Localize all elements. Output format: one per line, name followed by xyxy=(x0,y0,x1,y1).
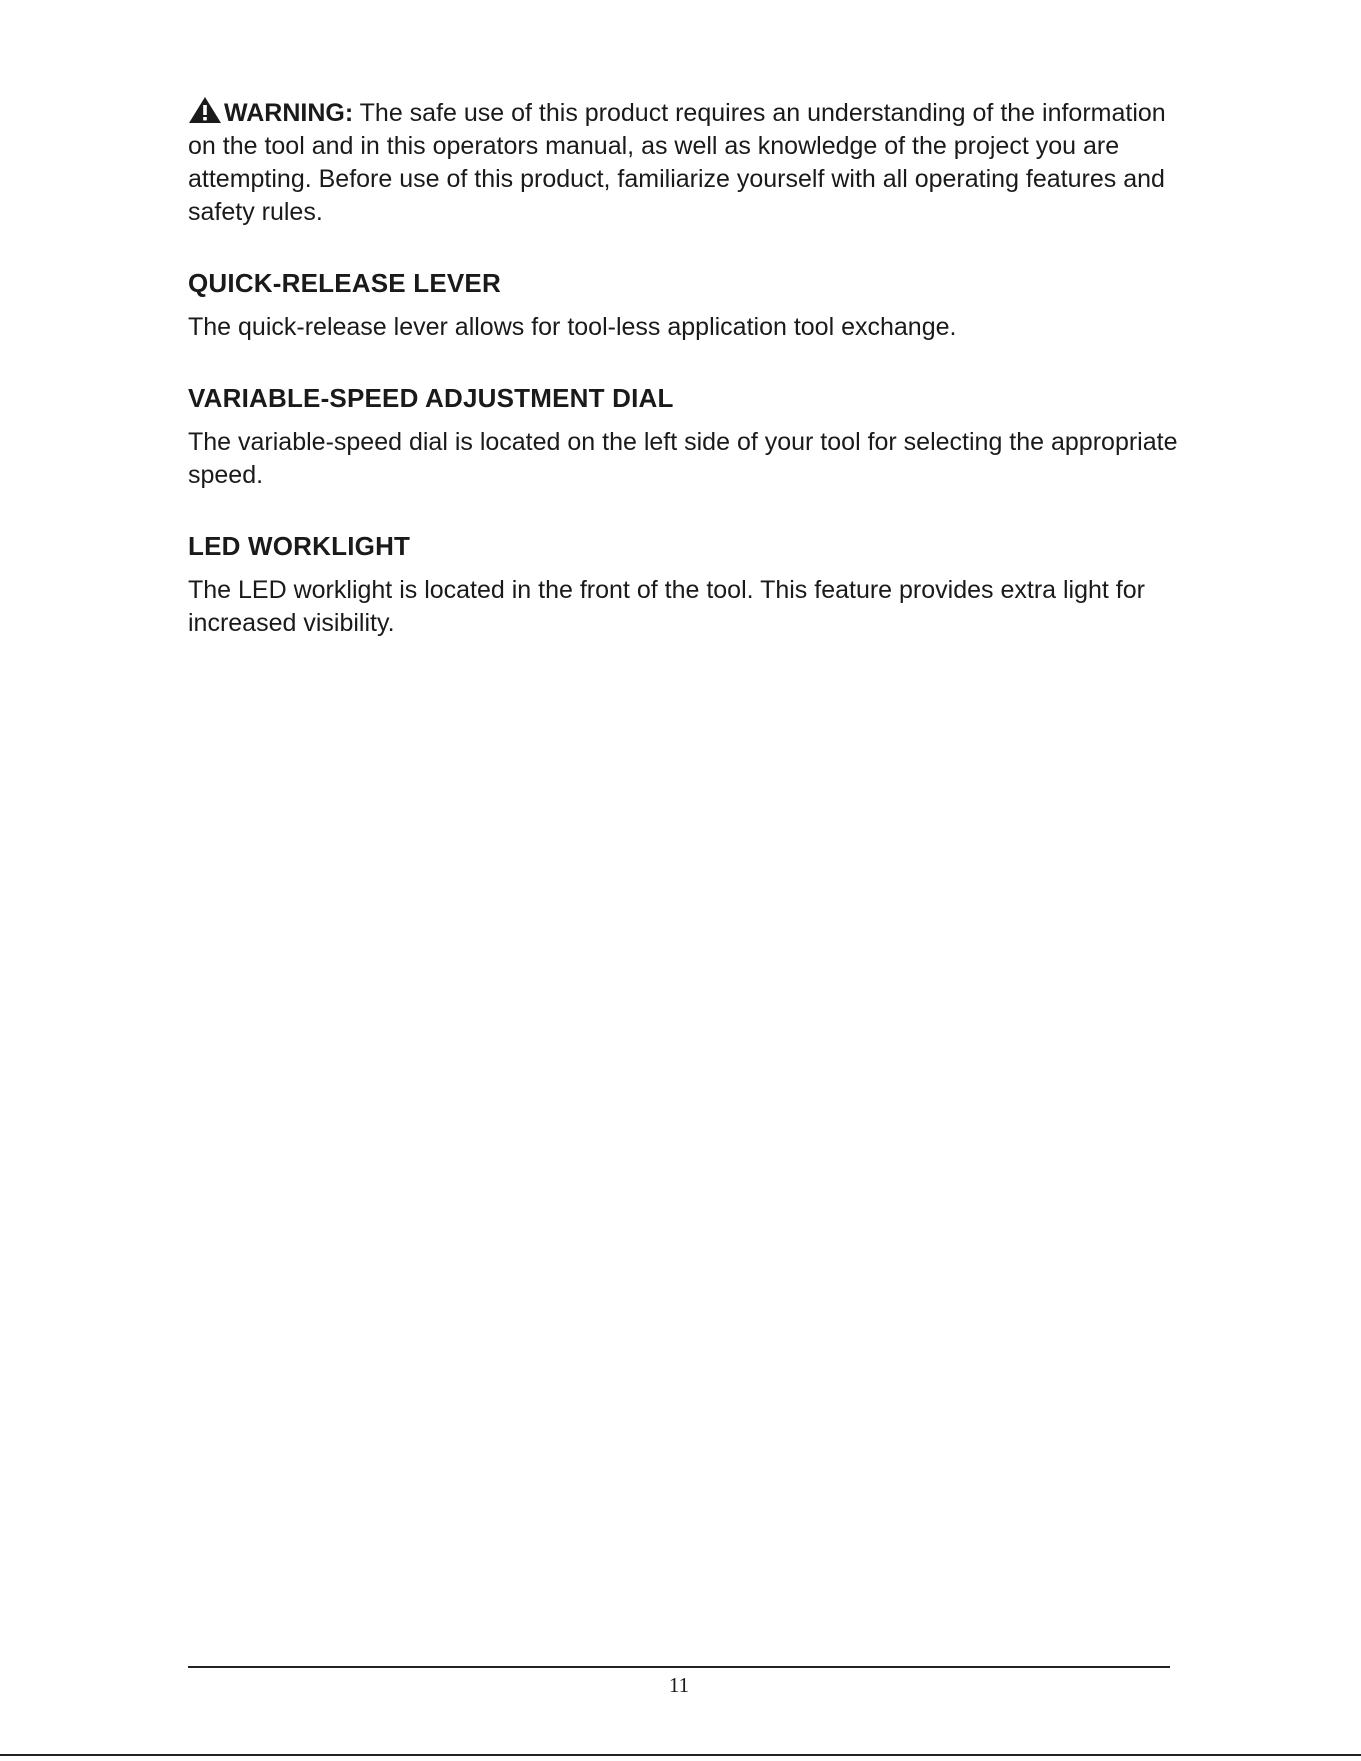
section-body: The LED worklight is located in the front of the tool. This feature provides extra light for increased visibility. xyxy=(188,576,1145,637)
section-body: The variable-speed dial is located on the left side of your tool for selecting the appropriate speed. xyxy=(188,428,1178,489)
section-led-worklight xyxy=(188,530,1188,640)
section-quick-release-lever xyxy=(188,267,1188,344)
footer-divider xyxy=(188,1666,1170,1668)
page-content xyxy=(188,96,1188,640)
section-variable-speed-dial xyxy=(188,382,1188,492)
section-heading: VARIABLE-SPEED ADJUSTMENT DIAL xyxy=(188,383,674,413)
section-body: The quick-release lever allows for tool-less application tool exchange. xyxy=(188,313,957,341)
page-number: 11 xyxy=(668,1673,690,1697)
warning-triangle-icon xyxy=(188,96,222,124)
page-bottom-border xyxy=(0,1754,1361,1756)
section-heading: QUICK-RELEASE LEVER xyxy=(188,268,501,298)
warning-paragraph xyxy=(188,96,1188,229)
warning-label: WARNING: xyxy=(224,99,354,127)
warning-text: The safe use of this product requires an understanding of the information on the tool and in this operators manual, as well as knowledge of the project you are attempting. Before use of this product, familiarize yourself with all operating features and safety rules. xyxy=(188,99,1166,226)
section-heading: LED WORKLIGHT xyxy=(188,531,411,561)
